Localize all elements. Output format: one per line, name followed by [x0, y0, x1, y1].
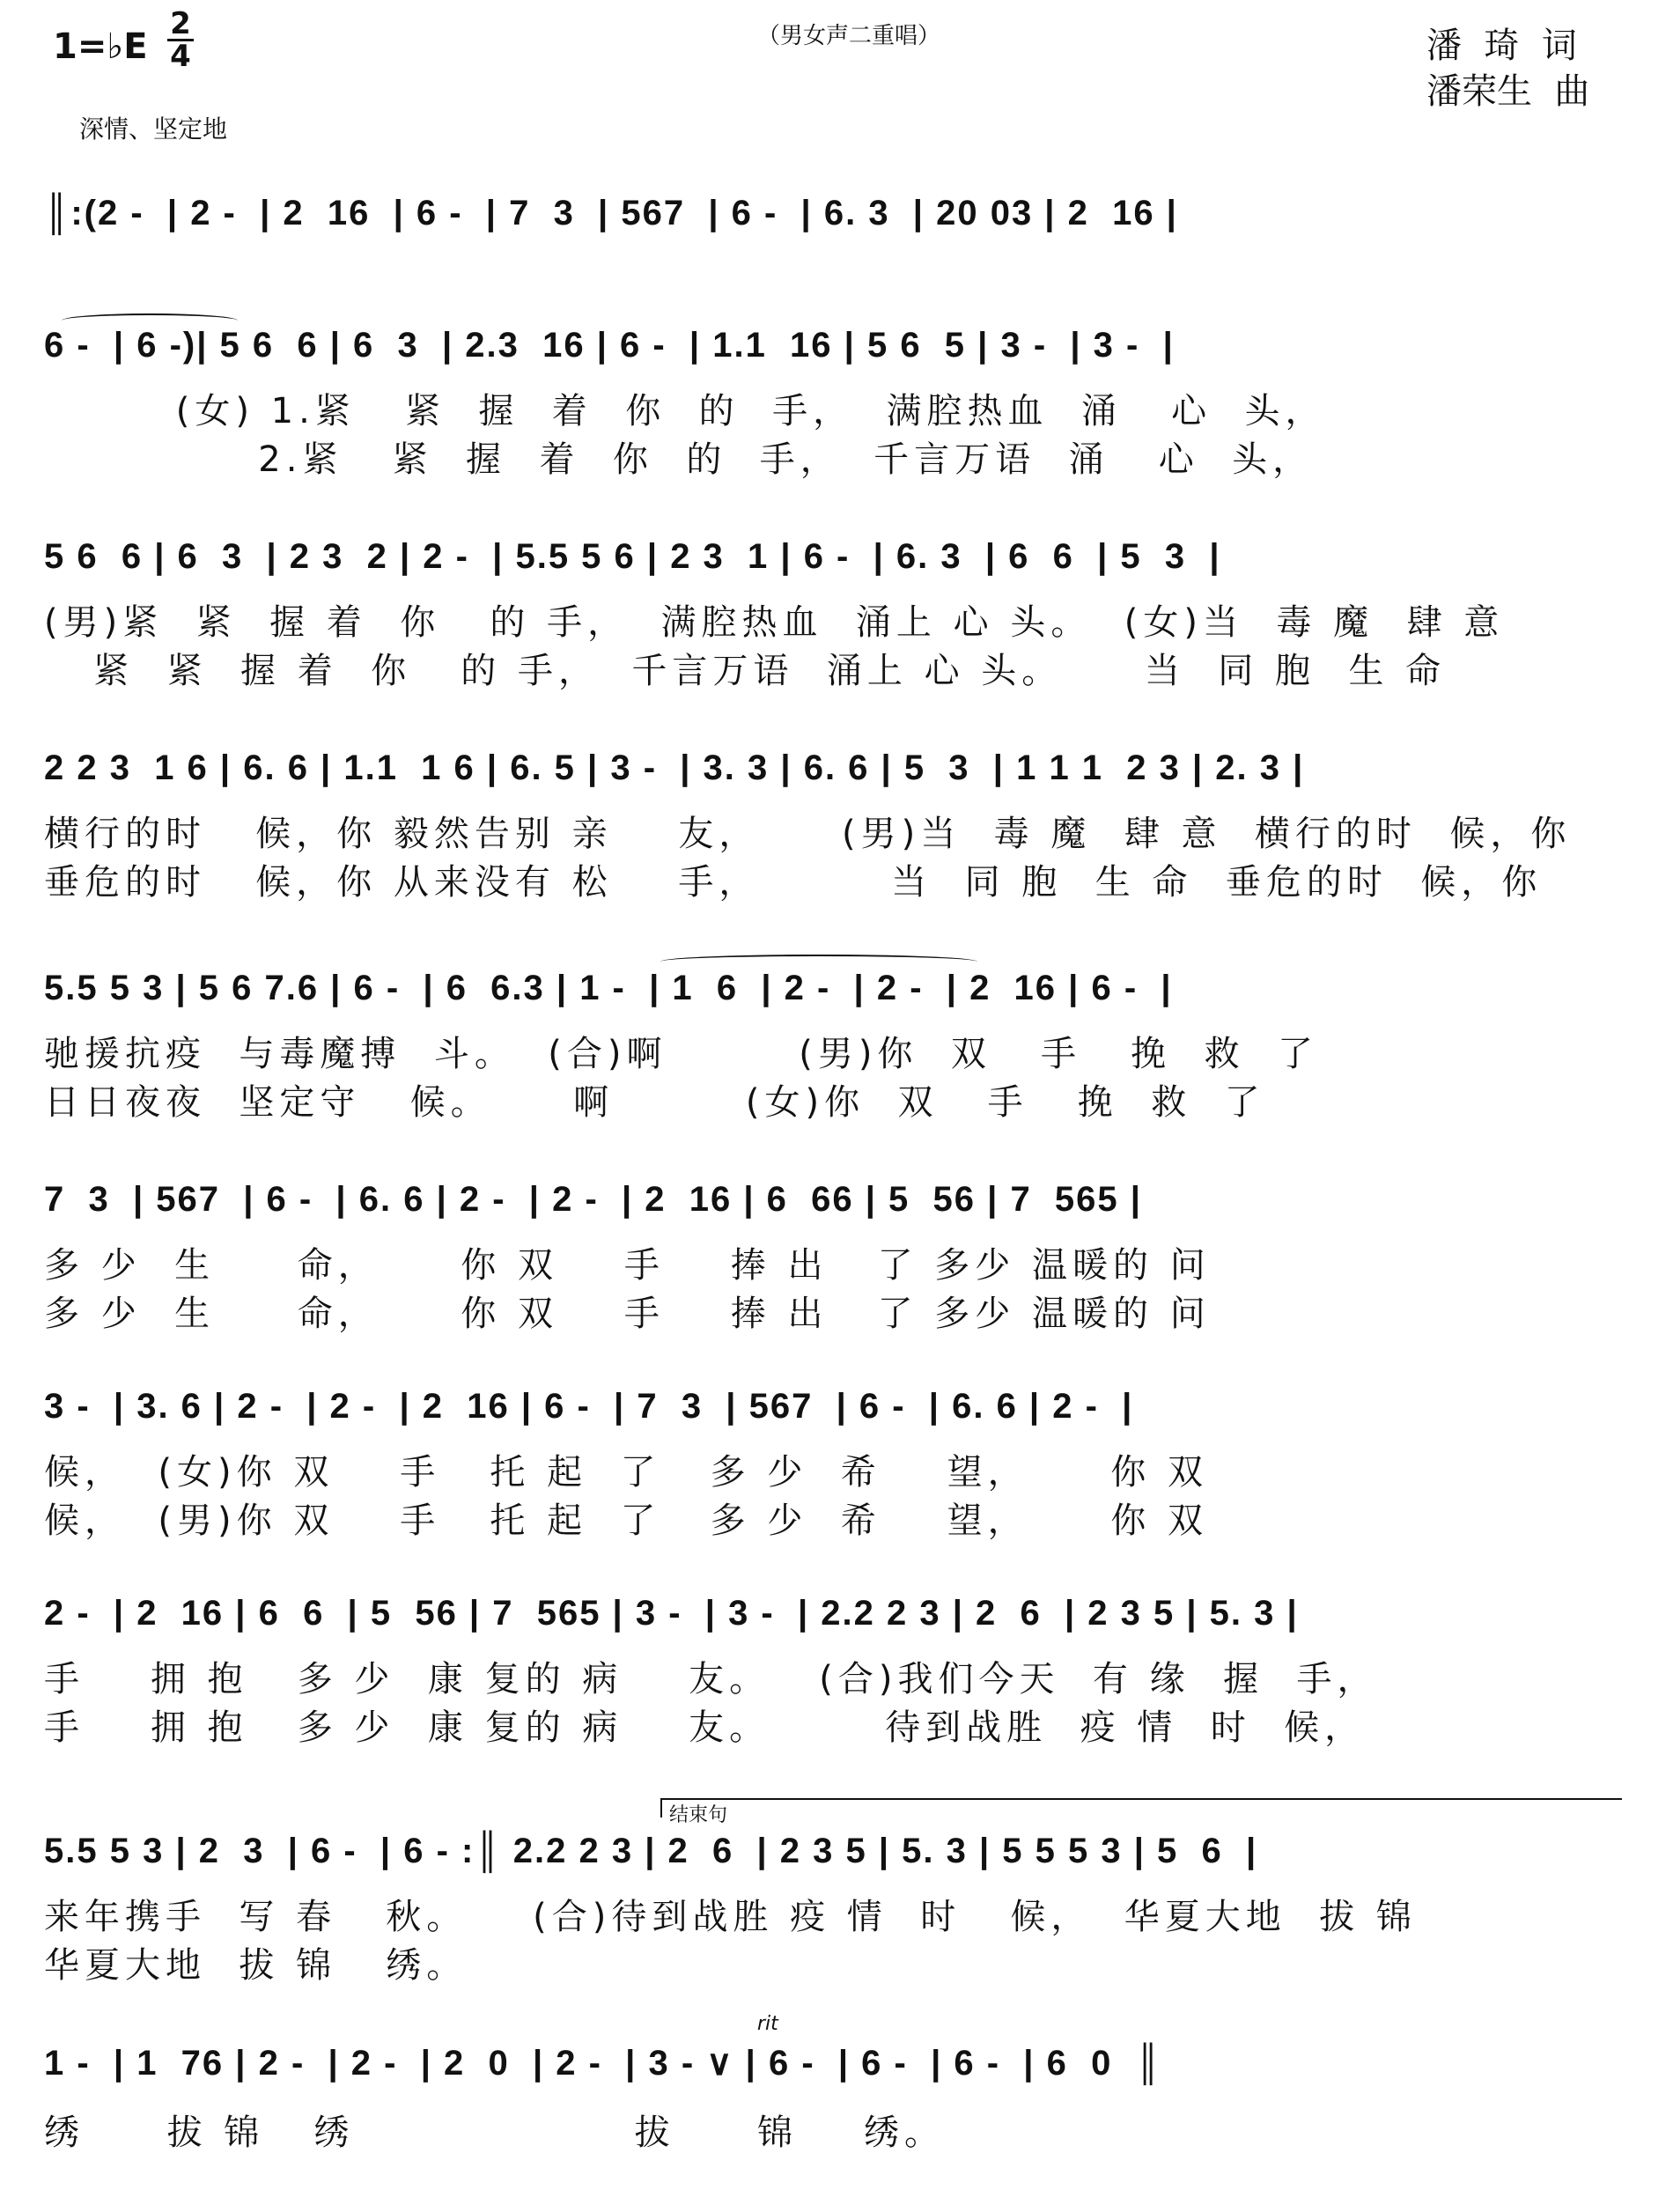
notation-line: 5.5 5 3 | 5 6 7.6 | 6 - | 6 6.3 | 1 - | 1 6 | 2 - | 2 - | 2 16 | 6 - | — [44, 969, 1173, 1007]
notation-line: ║:(2 - | 2 - | 2 16 | 6 - | 7 3 | 567 | 6 - | 6. 3 | 20 03 | 2 16 | — [44, 194, 1178, 232]
ending-bracket — [660, 1798, 1622, 1818]
lyric-line: 绣 拔 锦 绣 拔 锦 绣。 — [44, 2112, 946, 2153]
notation-line: 6 - | 6 -)| 5 6 6 | 6 3 | 2.3 16 | 6 - | 1.1 16 | 5 6 5 | 3 - | 3 - | — [44, 326, 1175, 365]
time-signature — [167, 6, 194, 74]
lyricist: 潘 琦 词 — [1426, 26, 1577, 66]
lyric-line: 多 少 生 命， 你 双 手 捧 出 了 多少 温暖的 问 — [44, 1294, 1211, 1334]
notation-line: 1 - | 1 76 | 2 - | 2 - | 2 0 | 2 - | 3 - ∨ | 6 - | 6 - | 6 - | 6 0 ║ — [44, 2044, 1162, 2083]
notation-line: 2 2 3 1 6 | 6. 6 | 1.1 1 6 | 6. 5 | 3 - | 3. 3 | 6. 6 | 5 3 | 1 1 1 2 3 | 2. 3 | — [44, 748, 1305, 787]
lyric-line: 候， (男)你 双 手 托 起 了 多 少 希 望， 你 双 — [44, 1500, 1208, 1541]
lyric-line: (女) 1.紧 紧 握 着 你 的 手， 满腔热血 涌 心 头， — [44, 391, 1326, 431]
lyric-line: 多 少 生 命， 你 双 手 捧 出 了 多少 温暖的 问 — [44, 1245, 1211, 1286]
system-10 — [44, 2013, 1620, 2175]
notation-line: 5 6 6 | 6 3 | 2 3 2 | 2 - | 5.5 5 6 | 2 3 1 | 6 - | 6. 3 | 6 6 | 5 3 | — [44, 537, 1221, 576]
system-6 — [44, 1171, 1620, 1338]
lyric-line: 手 拥 抱 多 少 康 复的 病 友。 (合)我们今天 有 缘 握 手， — [44, 1659, 1378, 1700]
notation-line: 2 - | 2 16 | 6 6 | 5 56 | 7 565 | 3 - | 3 - | 2.2 2 3 | 2 6 | 2 3 5 | 5. 3 | — [44, 1594, 1299, 1633]
lyric-line: 横行的时 候，你 毅然告别 亲 友， (男)当 毒 魔 肆 意 横行的时 候，你 — [44, 814, 1572, 854]
lyric-line: 华夏大地 拔 锦 绣。 — [44, 1945, 468, 1986]
lyric-line: (男)紧 紧 握 着 你 的 手， 满腔热血 涌上 心 头。 (女)当 毒 魔 肆 意 — [44, 602, 1505, 643]
tempo-marking: 深情、坚定地 — [79, 114, 228, 144]
lyric-line: 2.紧 紧 握 着 你 的 手， 千言万语 涌 心 头， — [44, 439, 1314, 480]
time-signature-bottom: 4 — [167, 39, 194, 71]
notation-line: 5.5 5 3 | 2 3 | 6 - | 6 - :║ 2.2 2 3 | 2 6 | 2 3 5 | 5. 3 | 5 5 5 3 | 5 6 | — [44, 1832, 1258, 1870]
notation-line: 3 - | 3. 6 | 2 - | 2 - | 2 16 | 6 - | 7 3 | 567 | 6 - | 6. 6 | 2 - | — [44, 1387, 1134, 1426]
lyric-line: 垂危的时 候，你 从来没有 松 手， 当 同 胞 生 命 垂危的时 候，你 — [44, 862, 1543, 903]
lyric-line: 驰援抗疫 与毒魔搏 斗。 (合)啊 (男)你 双 手 挽 救 了 — [44, 1034, 1319, 1074]
lyric-line: 紧 紧 握 着 你 的 手， 千言万语 涌上 心 头。 当 同 胞 生 命 — [44, 651, 1447, 691]
system-4 — [44, 740, 1620, 907]
ending-label: 结束句 — [669, 1804, 728, 1826]
system-8 — [44, 1585, 1620, 1752]
system-5 — [44, 960, 1620, 1127]
lyric-line: 日日夜夜 坚定守 候。 啊 (女)你 双 手 挽 救 了 — [44, 1082, 1265, 1123]
system-2 — [44, 317, 1620, 484]
key-signature: 1=♭E — [53, 26, 148, 67]
time-signature-top: 2 — [170, 6, 191, 41]
lyric-line: 候， (女)你 双 手 托 起 了 多 少 希 望， 你 双 — [44, 1452, 1208, 1493]
system-9 — [44, 1804, 1620, 1986]
composer: 潘荣生 曲 — [1426, 71, 1590, 112]
system-3 — [44, 528, 1620, 696]
notation-line: 7 3 | 567 | 6 - | 6. 6 | 2 - | 2 - | 2 16 | 6 66 | 5 56 | 7 565 | — [44, 1180, 1142, 1219]
lyric-line: 来年携手 写 春 秋。 (合)待到战胜 疫 情 时 候， 华夏大地 拔 锦 — [44, 1897, 1417, 1937]
lyric-line: 手 拥 抱 多 少 康 复的 病 友。 待到战胜 疫 情 时 候， — [44, 1707, 1366, 1748]
subtitle: （男女声二重唱） — [757, 23, 941, 49]
slur — [660, 955, 977, 969]
rit-marking: rit — [757, 2013, 778, 2035]
system-7 — [44, 1378, 1620, 1545]
system-1 — [44, 185, 1620, 273]
